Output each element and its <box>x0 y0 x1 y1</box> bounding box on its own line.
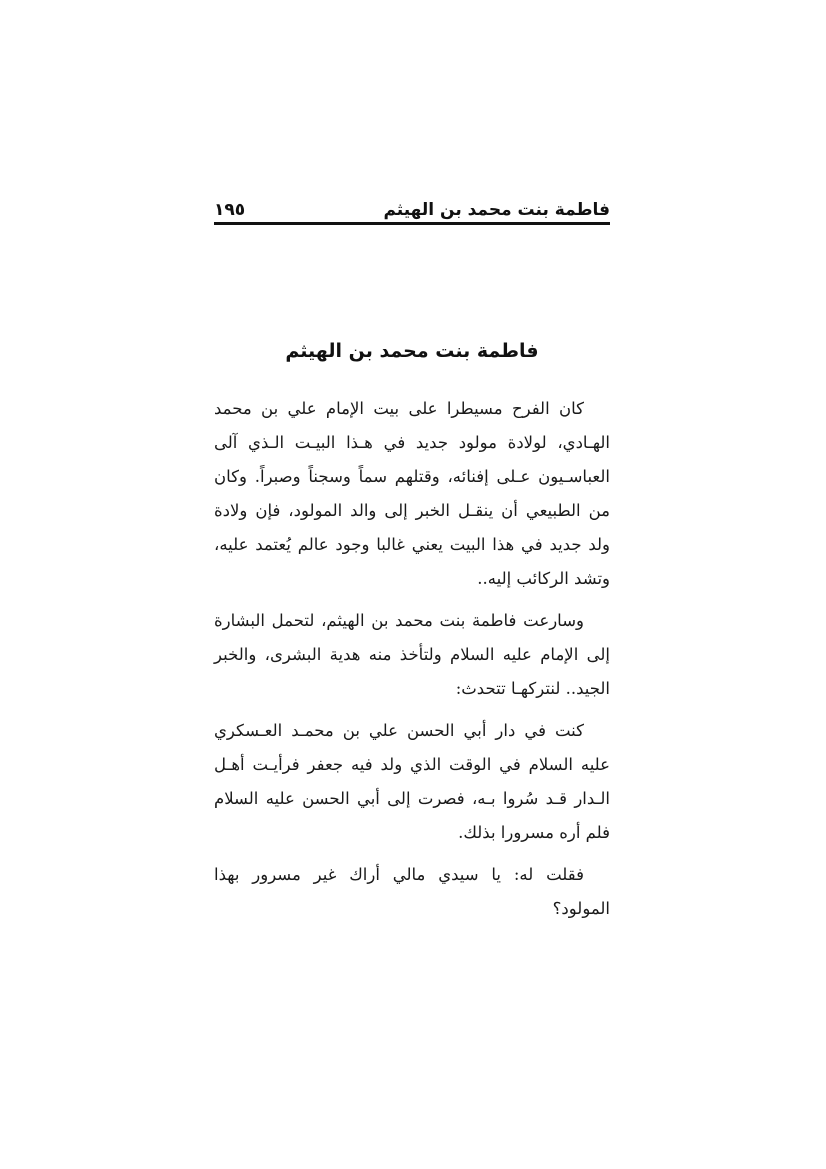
paragraph: وسارعت فاطمة بنت محمد بن الهيثم، لتحمل البشارة إلى الإمام عليه السلام ولتأخذ منه هدية البشرى، والخبر الجيد.. لنتركهـا تتحدث: <box>214 611 610 698</box>
chapter-title: فاطمة بنت محمد بن الهيثم <box>285 340 539 362</box>
page-number: ١٩٥ <box>214 200 246 220</box>
book-page <box>214 0 610 1169</box>
body-text <box>214 392 610 926</box>
header-rule <box>214 222 610 225</box>
paragraph: كان الفرح مسيطرا على بيت الإمام علي بن محمد الهـادي، لولادة مولود جديد في هـذا البيـت الـذي آلى العباسـيون عـلى إفنائه، وقتلهم سماً وسجناً وصبراً. وكان من الطبيعي أن ينقـل الخبر إلى والد المولود، فإن ولادة ولد جديد في هذا البيت يعني غالبا وجود عالم يُعتمد عليه، وتشد الركائب إليه.. <box>214 399 610 588</box>
running-title: فاطمة بنت محمد بن الهيثم <box>383 200 610 220</box>
paragraph: كنت في دار أبي الحسن علي بن محمـد العـسكري عليه السلام في الوقت الذي ولد فيه جعفر فرأيـت أهـل الـدار قـد سُروا بـه، فصرت إلى أبي الحسن عليه السلام فلم أره مسرورا بذلك. <box>214 721 610 842</box>
paragraph: فقلت له: يا سيدي مالي أراك غير مسرور بهذا المولود؟ <box>214 865 610 918</box>
running-header <box>214 194 610 220</box>
